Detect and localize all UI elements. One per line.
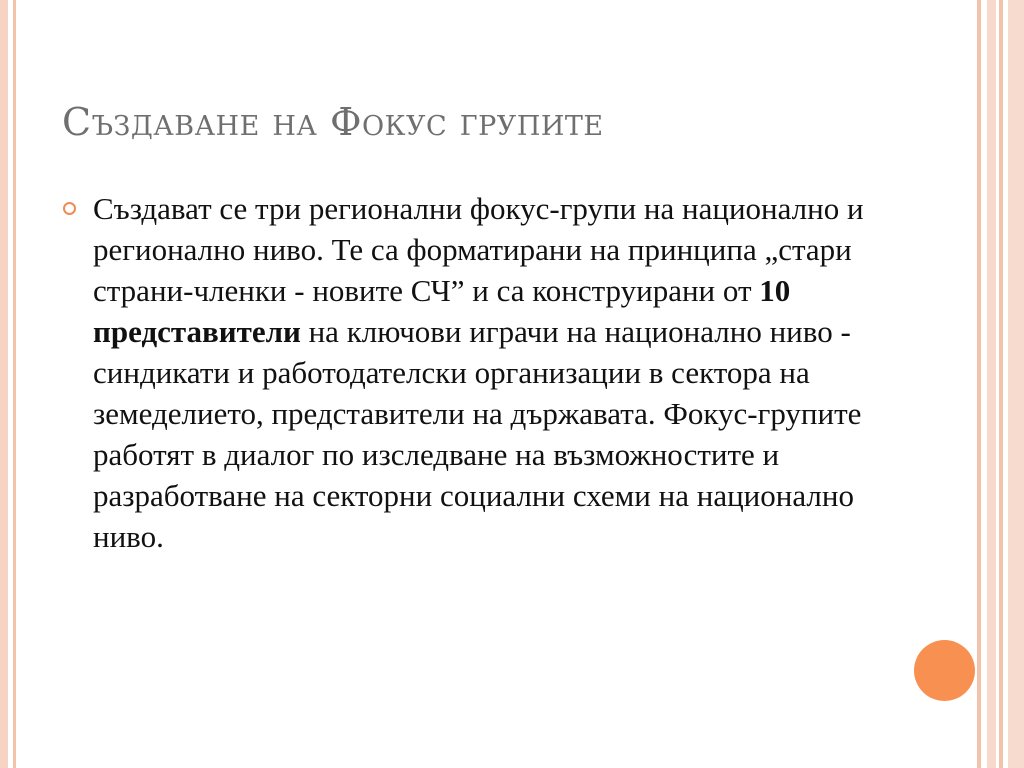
frame-stripe-right-c	[1008, 0, 1024, 768]
bullet-item	[62, 188, 872, 557]
slide-body	[62, 188, 872, 557]
bullet-text-tail: на ключови играчи на национално ниво - синдикати и работодателски организации в сектора на земеделието, представители на държавата. Фокус-групите работят в диалог по изследване на възможностите и разработване на секторни социални схеми на национално ниво.	[93, 314, 862, 554]
frame-stripe-right-b	[999, 0, 1003, 768]
slide-title: Създаване на Фокус групите	[62, 100, 604, 144]
decorative-orange-circle	[914, 640, 975, 701]
frame-stripe-inner-left	[13, 0, 16, 768]
bullet-paragraph	[93, 188, 872, 557]
ring-bullet-icon	[62, 202, 93, 216]
frame-stripe-outer-left	[0, 0, 8, 768]
bullet-text-lead: Създават се три регионални фокус-групи на национално и регионално ниво. Те са форматирани на принципа „стари страни-членки - новите СЧ” и са конструирани от	[93, 191, 864, 308]
bullet-text-emphasis: 10 представители	[93, 273, 791, 349]
frame-stripe-right-rail	[977, 0, 981, 768]
frame-stripe-right-a	[987, 0, 996, 768]
